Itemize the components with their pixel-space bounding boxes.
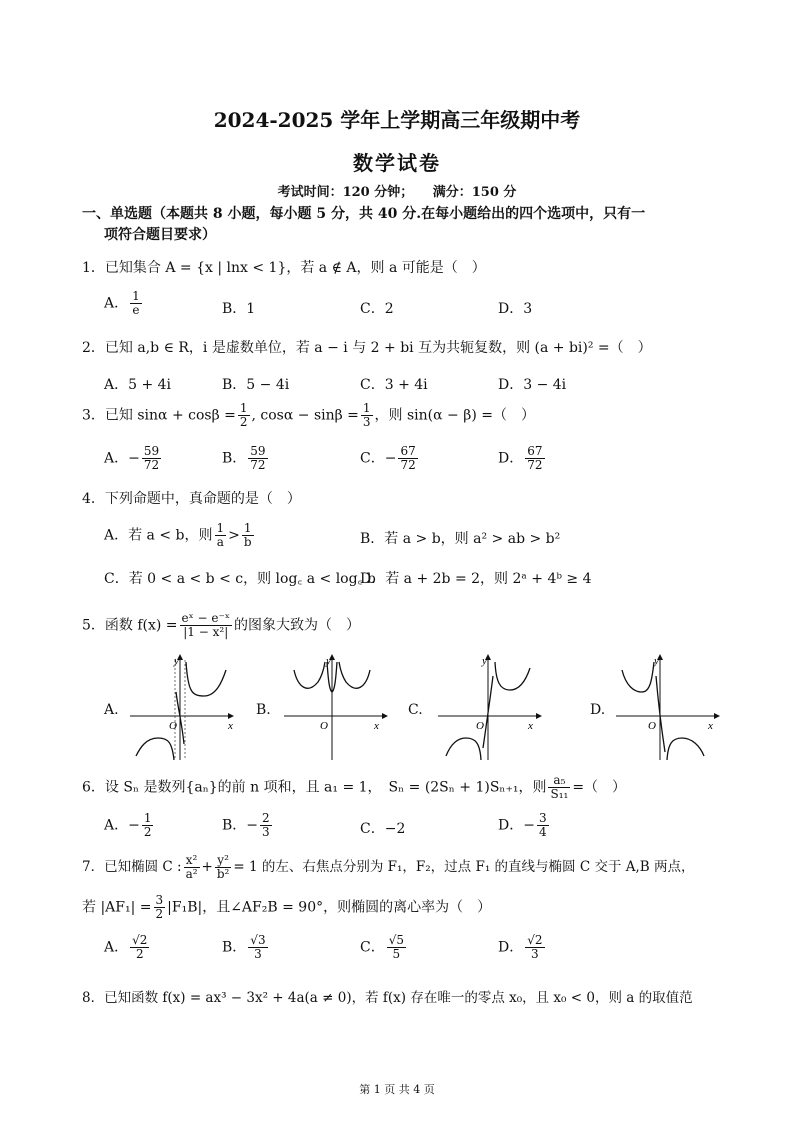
q3-frac-1 (238, 402, 250, 429)
q1-option-d: D．3 (498, 301, 533, 317)
q6-b-num: 2 (262, 811, 270, 825)
q6-option-a (104, 812, 155, 839)
q7-a-den: 2 (135, 947, 144, 961)
q5-option-c-label: C. (408, 702, 423, 718)
q7-a-label: A． (104, 939, 129, 956)
q5-graph-d (610, 652, 724, 764)
x-axis-label: x (708, 720, 713, 732)
q7-option-c (360, 934, 408, 961)
x-axis-arrow (536, 713, 542, 719)
q7-line2-frac (154, 894, 166, 921)
q6-d-label: D．− (498, 817, 535, 834)
q6-a-num: 1 (143, 811, 152, 825)
q7-d-den: 3 (531, 947, 539, 961)
q7-d-frac (525, 934, 544, 961)
section-heading-line1: 一、单选题（本题共 8 小题，每小题 5 分，共 40 分.在每小题给出的四个选项中，只有一 (82, 206, 646, 222)
q4-option-d: D．若 a + 2b = 2，则 2ᵃ + 4ᵇ ≥ 4 (360, 571, 592, 587)
q5-option-d-label: D. (590, 702, 606, 718)
q6-d-den: 4 (538, 825, 547, 839)
q1-stem: 1．已知集合 A = {x | lnx < 1}，若 a ∉ A，则 a 可能是（ ） (82, 260, 486, 276)
q7-plus: + (201, 859, 213, 875)
q7-a-num: √2 (132, 933, 148, 947)
q4-option-a (104, 522, 256, 549)
q2-option-c: C．3 + 4i (360, 377, 428, 393)
q5-frac (180, 612, 232, 639)
q5-option-b-label: B. (256, 702, 271, 718)
q4-a-pre: A．若 a < b，则 (104, 527, 213, 544)
q3-a-frac (142, 445, 161, 472)
q6-stem-pre: 6．设 Sₙ 是数列{aₙ}的前 n 项和，且 a₁ = 1， Sₙ = (2Sₙ + 1)Sₙ₊₁，则 (82, 779, 547, 796)
curve-right (186, 662, 226, 696)
q6-stem (82, 774, 626, 801)
q3-a-den: 72 (143, 458, 160, 472)
q6-num: a₅ (548, 774, 570, 788)
q7-d-num: √2 (527, 933, 543, 947)
exam-title: 2024-2025 学年上学期高三年级期中考 (213, 108, 581, 132)
q7-line2 (82, 894, 491, 921)
q2-option-a: A．5 + 4i (104, 377, 172, 393)
q3-option-c (360, 445, 420, 472)
q7-b-num: √3 (250, 933, 266, 947)
q7-option-b (222, 934, 270, 961)
q3-f2-num: 1 (362, 401, 371, 415)
curve-left (446, 738, 481, 760)
q6-a-frac (142, 812, 154, 839)
q7-f-den: 2 (155, 907, 164, 921)
x-axis-arrow (228, 713, 234, 719)
y-axis-label: y (174, 655, 179, 667)
q1-a-num: 1 (132, 289, 140, 303)
q6-option-b (222, 812, 274, 839)
q7-line1-pre: 7．已知椭圆 C : (82, 859, 182, 875)
q3-option-b (222, 445, 270, 472)
q3-d-num: 67 (527, 444, 543, 458)
q3-stem-mid: , cosα − sinβ = (251, 407, 359, 424)
q4-a-f2d: b (243, 535, 252, 549)
q6-d-num: 3 (538, 811, 547, 825)
q2-option-d: D．3 − 4i (498, 377, 567, 393)
q5-graph-b (278, 652, 392, 764)
q3-stem-pre: 3．已知 sinα + cosβ = (82, 407, 236, 424)
q5-den: |1 − x²| (183, 625, 229, 639)
origin-label: O (169, 720, 177, 732)
q7-c-frac (387, 934, 406, 961)
q7-b-label: B． (222, 939, 247, 956)
q2-stem: 2．已知 a,b ∈ R，i 是虚数单位，若 a − i 与 2 + bi 互为共轭复数，则 (a + bi)² =（ ） (82, 340, 652, 356)
q7-c-den: 5 (392, 947, 401, 961)
q3-frac-2 (361, 402, 373, 429)
origin-label: O (320, 720, 328, 732)
q4-option-b: B．若 a > b，则 a² > ab > b² (360, 531, 561, 547)
q6-d-frac (537, 812, 549, 839)
q7-f-num: 3 (155, 893, 164, 907)
q4-a-f1n: 1 (216, 521, 225, 535)
q3-c-num: 67 (400, 444, 416, 458)
q7-a-frac (130, 934, 149, 961)
q7-b-frac (248, 934, 267, 961)
q4-a-frac1 (215, 522, 227, 549)
q1-option-a-label: A． (104, 295, 129, 312)
q3-f2-den: 3 (362, 415, 371, 429)
x-axis-arrow (714, 713, 720, 719)
q3-c-den: 72 (400, 458, 416, 472)
q1-a-den: e (132, 303, 140, 317)
q5-graph-c (432, 652, 546, 764)
x-axis-label: x (228, 720, 233, 732)
x-axis-label: x (528, 720, 533, 732)
curve-right (339, 662, 370, 688)
q3-d-label: D． (498, 450, 524, 467)
q6-option-c: C．−2 (360, 821, 406, 837)
q8-stem: 8．已知函数 f(x) = ax³ − 3x² + 4a(a ≠ 0)，若 f(x) 存在唯一的零点 x₀，且 x₀ < 0，则 a 的取值范 (82, 990, 693, 1006)
q3-stem-post: ，则 sin(α − β) =（ ） (374, 407, 535, 424)
q7-e1-den: a² (185, 867, 198, 881)
q7-line2-post: |F₁B|，且∠AF₂B = 90°，则椭圆的离心率为（ ） (167, 899, 492, 916)
q2-option-b: B．5 − 4i (222, 377, 290, 393)
q1-option-a (104, 290, 144, 317)
q5-stem-pre: 5．函数 f(x) = (82, 617, 178, 634)
q5-num: eˣ − e⁻ˣ (181, 611, 230, 625)
q7-line2-pre: 若 |AF₁| = (82, 899, 152, 916)
q7-line1 (82, 854, 695, 881)
q3-b-frac (248, 445, 267, 472)
q7-frac-x (184, 854, 200, 881)
y-axis-label: y (326, 655, 331, 667)
q4-a-f2n: 1 (242, 522, 254, 536)
q1-option-c: C．2 (360, 301, 394, 317)
q3-d-frac (525, 445, 544, 472)
curve-left (294, 662, 325, 688)
exam-info: 考试时间：120 分钟； 满分：150 分 (277, 185, 517, 200)
curve-right (495, 662, 530, 690)
q6-b-frac (260, 812, 272, 839)
q1-option-a-fraction (130, 290, 142, 317)
q7-e1-num: x² (184, 854, 200, 868)
q6-option-d (498, 812, 551, 839)
q3-b-label: B． (222, 450, 247, 467)
q4-a-gt: > (228, 527, 240, 544)
q4-a-f1d: a (216, 535, 224, 549)
curve-left (136, 738, 174, 760)
q7-e2-num: y² (215, 854, 232, 868)
q3-f1-num: 1 (239, 401, 248, 415)
y-axis-label: y (654, 655, 659, 667)
q3-stem (82, 402, 535, 429)
exam-subtitle: 数学试卷 (353, 151, 441, 175)
x-axis-arrow (382, 713, 388, 719)
q7-c-num: √5 (388, 933, 404, 947)
q5-stem (82, 612, 360, 639)
q3-c-frac (398, 445, 417, 472)
q3-a-label: A．− (104, 450, 140, 467)
q6-den: S₁₁ (550, 787, 569, 801)
q7-line1-post: = 1 的左、右焦点分别为 F₁，F₂，过点 F₁ 的直线与椭圆 C 交于 A,B 两点， (233, 859, 695, 875)
q6-stem-post: =（ ） (572, 779, 627, 796)
q5-option-a-label: A. (104, 702, 119, 718)
x-axis-label: x (374, 720, 379, 732)
q3-f1-den: 2 (239, 415, 248, 429)
q3-b-den: 72 (250, 458, 266, 472)
curve-left (622, 662, 654, 692)
q7-e2-den: b² (216, 867, 230, 881)
q3-c-label: C．− (360, 450, 397, 467)
q5-stem-post: 的图象大致为（ ） (233, 617, 360, 634)
q4-a-frac2 (242, 522, 254, 549)
q6-a-den: 2 (143, 825, 152, 839)
curve-right (667, 738, 704, 760)
q3-b-num: 59 (250, 444, 266, 458)
q5-graph-a (124, 652, 238, 764)
q1-option-b: B．1 (222, 301, 256, 317)
q3-option-d (498, 445, 547, 472)
q7-option-d (498, 934, 547, 961)
y-axis-label: y (482, 655, 487, 667)
q7-option-a (104, 934, 151, 961)
q7-d-label: D． (498, 939, 524, 956)
section-heading-line2: 项符合题目要求） (104, 227, 216, 243)
q7-c-label: C． (360, 939, 385, 956)
q4-stem: 4．下列命题中，真命题的是（ ） (82, 491, 301, 507)
q3-d-den: 72 (527, 458, 543, 472)
q7-b-den: 3 (254, 947, 262, 961)
q7-frac-y (215, 854, 232, 881)
q6-a-label: A．− (104, 817, 140, 834)
origin-label: O (648, 720, 656, 732)
page-footer: 第 1 页 共 4 页 (359, 1083, 435, 1096)
q3-option-a (104, 445, 163, 472)
q3-a-num: 59 (143, 444, 160, 458)
q6-b-label: B．− (222, 817, 259, 834)
origin-label: O (476, 720, 484, 732)
q6-frac (548, 774, 570, 801)
q4-option-c: C．若 0 < a < b < c，则 log꜀ a < log꜀ b (104, 571, 376, 587)
q6-b-den: 3 (262, 825, 270, 839)
